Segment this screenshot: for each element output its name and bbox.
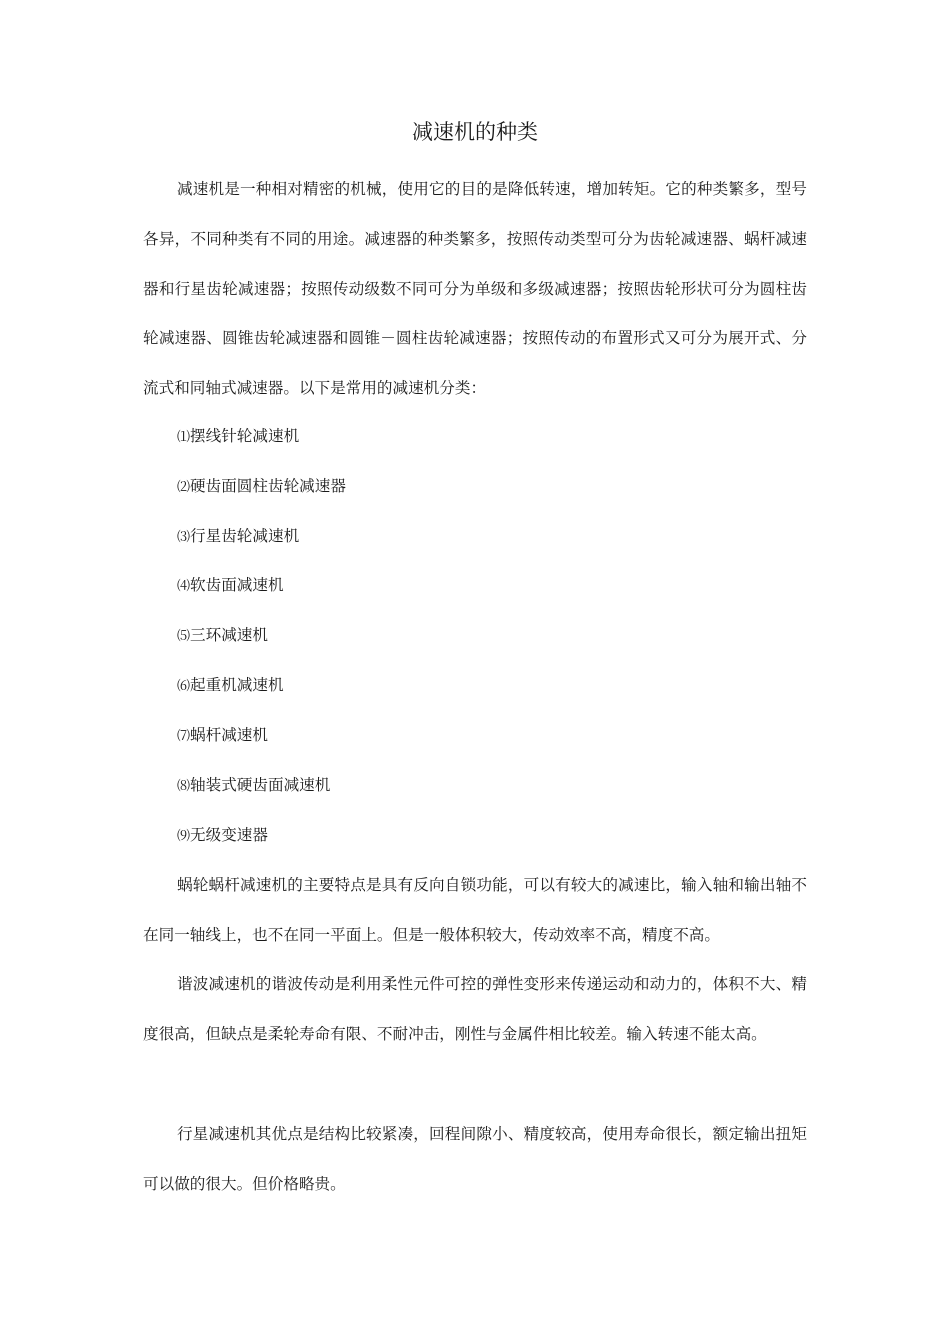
list-item-text: 起重机减速机 <box>190 676 284 694</box>
list-item-number: ⑵ <box>177 480 191 495</box>
list-item-number: ⑹ <box>177 679 191 694</box>
document-title: 减速机的种类 <box>412 120 538 144</box>
list-item-text: 摆线针轮减速机 <box>190 427 300 445</box>
list-item <box>177 761 777 812</box>
list-item <box>177 711 777 762</box>
list-item <box>177 561 777 612</box>
list-item <box>177 512 777 563</box>
list-item-text: 行星齿轮减速机 <box>190 527 300 545</box>
planetary-gear-paragraph: 行星减速机其优点是结构比较紧凑，回程间隙小、精度较高，使用寿命很长，额定输出扭矩可以做的很大。但价格略贵。 <box>143 1125 807 1193</box>
list-item-text: 硬齿面圆柱齿轮减速器 <box>190 477 346 495</box>
list-item <box>177 611 777 662</box>
list-item-number: ⑶ <box>177 530 191 545</box>
list-item-number: ⑸ <box>177 629 191 644</box>
list-item-text: 无级变速器 <box>190 826 268 844</box>
list-item-number: ⑼ <box>177 829 191 844</box>
list-item <box>177 811 777 862</box>
worm-gear-paragraph: 蜗轮蜗杆减速机的主要特点是具有反向自锁功能，可以有较大的减速比，输入轴和输出轴不在同一轴线上，也不在同一平面上。但是一般体积较大，传动效率不高，精度不高。 <box>143 876 807 944</box>
list-item-text: 轴装式硬齿面减速机 <box>190 776 331 794</box>
harmonic-drive-paragraph: 谐波减速机的谐波传动是利用柔性元件可控的弹性变形来传递运动和动力的，体积不大、精度很高，但缺点是柔轮寿命有限、不耐冲击，刚性与金属件相比较差。输入转速不能太高。 <box>143 975 807 1043</box>
list-item <box>177 462 777 513</box>
list-item-number: ⑴ <box>177 430 191 445</box>
list-item-number: ⑷ <box>177 579 191 594</box>
list-item-number: ⑺ <box>177 729 191 744</box>
list-item-number: ⑻ <box>177 779 191 794</box>
list-item <box>177 412 777 463</box>
list-item-text: 软齿面减速机 <box>190 576 284 594</box>
list-item <box>177 661 777 712</box>
list-item-text: 三环减速机 <box>190 626 268 644</box>
intro-paragraph: 减速机是一种相对精密的机械，使用它的目的是降低转速，增加转矩。它的种类繁多，型号各异，不同种类有不同的用途。减速器的种类繁多，按照传动类型可分为齿轮减速器、蜗杆减速器和行星齿轮减速器；按照传动级数不同可分为单级和多级减速器；按照齿轮形状可分为圆柱齿轮减速器、圆锥齿轮减速器和圆锥－圆柱齿轮减速器；按照传动的布置形式又可分为展开式、分流式和同轴式减速器。以下是常用的减速机分类： <box>143 180 807 398</box>
list-item-text: 蜗杆减速机 <box>190 726 268 744</box>
